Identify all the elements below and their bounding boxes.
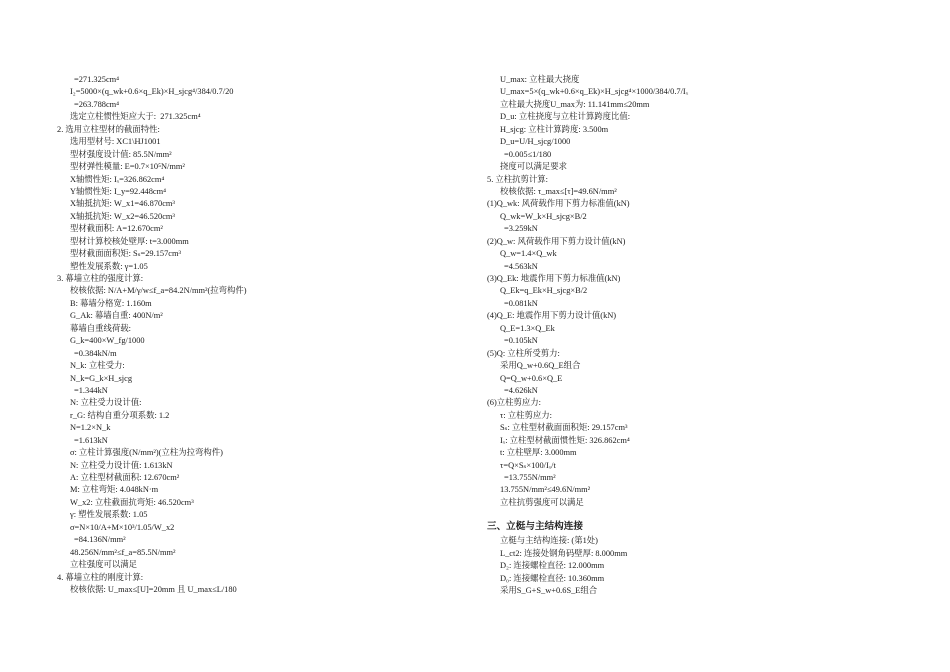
calc-line: r_G: 结构自重分项系数: 1.2 [70,410,170,420]
calc-line: Sₛ: 立柱型材截面面积矩: 29.157cm³ [500,423,628,433]
calc-line: 型材截面面积矩: Sₛ=29.157cm³ [70,249,182,259]
calc-line: 选用型材号: XC1\HJ1001 [70,137,161,147]
calc-line: =0.105kN [504,336,538,346]
calc-line: τ: 立柱剪应力: [500,410,552,420]
calc-line: (1)Q_wk: 风荷载作用下剪力标准值(kN) [487,199,630,209]
calc-line: =4.563kN [504,261,538,271]
calc-line: =0.005≤1/180 [504,149,552,159]
calc-line: Y轴惯性矩: I_y=92.448cm⁴ [70,186,167,196]
section-heading: 三、立梃与主结构连接 [487,521,583,533]
calc-line: G_Ak: 幕墙自重: 400N/m² [70,311,163,321]
calc-line: N: 立柱受力设计值: [70,398,142,408]
calc-line: 立梃与主结构连接: (第1处) [500,536,598,546]
calc-line: (6)立柱剪应力: [487,398,541,408]
calc-line: B: 幕墙分格宽: 1.160m [70,298,152,308]
calc-line: (4)Q_E: 地震作用下剪力设计值(kN) [487,311,617,321]
calc-line: D₀: 连接螺栓直径: 10.360mm [500,573,605,583]
calc-line: =0.081kN [504,298,538,308]
left-column [57,74,447,596]
calc-line: 型材计算校核处壁厚: t=3.000mm [70,236,189,246]
calc-line: 48.256N/mm²≤f_a=85.5N/mm² [70,547,176,557]
calc-line: M: 立柱弯矩: 4.048kN·m [70,485,159,495]
calc-line: t: 立柱壁厚: 3.000mm [500,448,577,458]
calc-line: =13.755N/mm² [504,473,556,482]
calc-line: 型材强度设计值: 85.5N/mm² [70,149,172,159]
calc-line: D₂: 连接螺栓直径: 12.000mm [500,561,605,571]
calc-line: Q_wk=W_k×H_sjcg×B/2 [500,211,587,221]
calc-line: Q=Q_w+0.6×Q_E [500,373,563,383]
calc-line: 立柱强度可以满足 [70,560,137,570]
calc-line: =84.136N/mm² [74,535,126,545]
calc-line: 2. 选用立柱型材的截面特性: [57,124,160,134]
calc-line: (5)Q: 立柱所受剪力: [487,348,560,358]
calc-line: A: 立柱型材截面积: 12.670cm² [70,473,180,482]
calc-line: γ: 塑性发展系数: 1.05 [70,510,148,520]
right-column-after [487,535,907,597]
calc-line: 立柱抗剪强度可以满足 [500,497,584,507]
calc-line: Iₓ: 立柱型材截面惯性矩: 326.862cm⁴ [500,435,630,445]
right-column [487,74,907,598]
calc-line: D_u: 立柱挠度与立柱计算跨度比值: [500,112,631,122]
calc-line: D_u=U/H_sjcg/1000 [500,137,571,147]
calc-line: 校核依据: U_max≤[U]=20mm 且 U_max≤L/180 [70,584,237,594]
calc-line: =263.788cm⁴ [74,99,120,109]
calc-line: =1.344kN [74,385,108,395]
calc-line: G_k=400×W_fg/1000 [70,336,145,346]
calc-line: 选定立柱惯性矩应大于: 271.325cm⁴ [70,112,201,122]
calc-line: 型材弹性模量: E=0.7×10⁵N/mm² [70,162,185,172]
calc-line: σ: 立柱计算强度(N/mm²)(立柱为拉弯构件) [70,448,223,458]
calc-line: Q_w=1.4×Q_wk [500,249,557,259]
calc-line: X轴抵抗矩: W_x1=46.870cm³ [70,199,175,209]
calc-line: N_k=G_k×H_sjcg [70,373,133,383]
calc-line: 校核依据: N/A+M/γ/w≤f_a=84.2N/mm²(拉弯构件) [70,286,247,296]
calc-line: 5. 立柱抗剪计算: [487,174,548,184]
calc-line: 13.755N/mm²≤49.6N/mm² [500,485,591,495]
calc-line: (2)Q_w: 风荷载作用下剪力设计值(kN) [487,236,626,246]
calc-line: Q_E=1.3×Q_Ek [500,323,555,333]
calc-line: =271.325cm⁴ [74,75,120,84]
calc-line: N: 立柱受力设计值: 1.613kN [70,460,173,470]
calc-line: =1.613kN [74,435,108,445]
calc-line: Q_Ek=q_Ek×H_sjcg×B/2 [500,286,588,296]
calc-line: W_x2: 立柱截面抗弯矩: 46.520cm³ [70,497,194,507]
calc-line: 塑性发展系数: γ=1.05 [70,261,148,271]
calc-line: 采用Q_w+0.6Q_E组合 [500,361,581,371]
calc-line: 4. 幕墙立柱的刚度计算: [57,572,144,582]
calc-line: 3. 幕墙立柱的强度计算: [57,274,144,283]
calc-line: U_max: 立柱最大挠度 [500,75,580,84]
calc-line: 幕墙自重线荷载: [70,323,131,333]
calc-line: (3)Q_Ek: 地震作用下剪力标准值(kN) [487,274,621,283]
calc-line: 挠度可以满足要求 [500,162,567,172]
calc-line: N=1.2×N_k [70,423,111,433]
calc-line: τ=Q×Sₛ×100/Iₓ/t [500,460,556,470]
section-gap [487,509,907,515]
calc-line: I₂=5000×(q_wk+0.6×q_Ek)×H_sjcg⁴/384/0.7/20 [70,87,234,97]
calc-line: H_sjcg: 立柱计算跨度: 3.500m [500,124,609,134]
calc-line: σ=N×10/A+M×10³/1.05/W_x2 [70,522,175,532]
calc-line: X轴抵抗矩: W_x2=46.520cm³ [70,211,175,221]
calc-line: X轴惯性矩: Iₓ=326.862cm⁴ [70,174,165,184]
calc-line: =4.626kN [504,385,538,395]
calc-line: U_max=5×(q_wk+0.6×q_Ek)×H_sjcg⁴×1000/384/0.7/Iₓ [500,87,689,97]
calc-line: =0.384kN/m [74,348,117,358]
calc-line: 校核依据: τ_max≤[τ]=49.6N/mm² [500,186,617,196]
calc-line: =3.259kN [504,224,538,234]
right-column-main [487,74,907,509]
calc-line: 采用S_G+S_w+0.6S_E组合 [500,586,598,596]
calc-line: 型材截面积: A=12.670cm² [70,224,163,234]
calc-line: L_ct2: 连接处钢角码壁厚: 8.000mm [500,548,628,558]
calc-line: 立柱最大挠度U_max为: 11.141mm≤20mm [500,99,650,109]
calc-line: N_k: 立柱受力: [70,361,125,371]
